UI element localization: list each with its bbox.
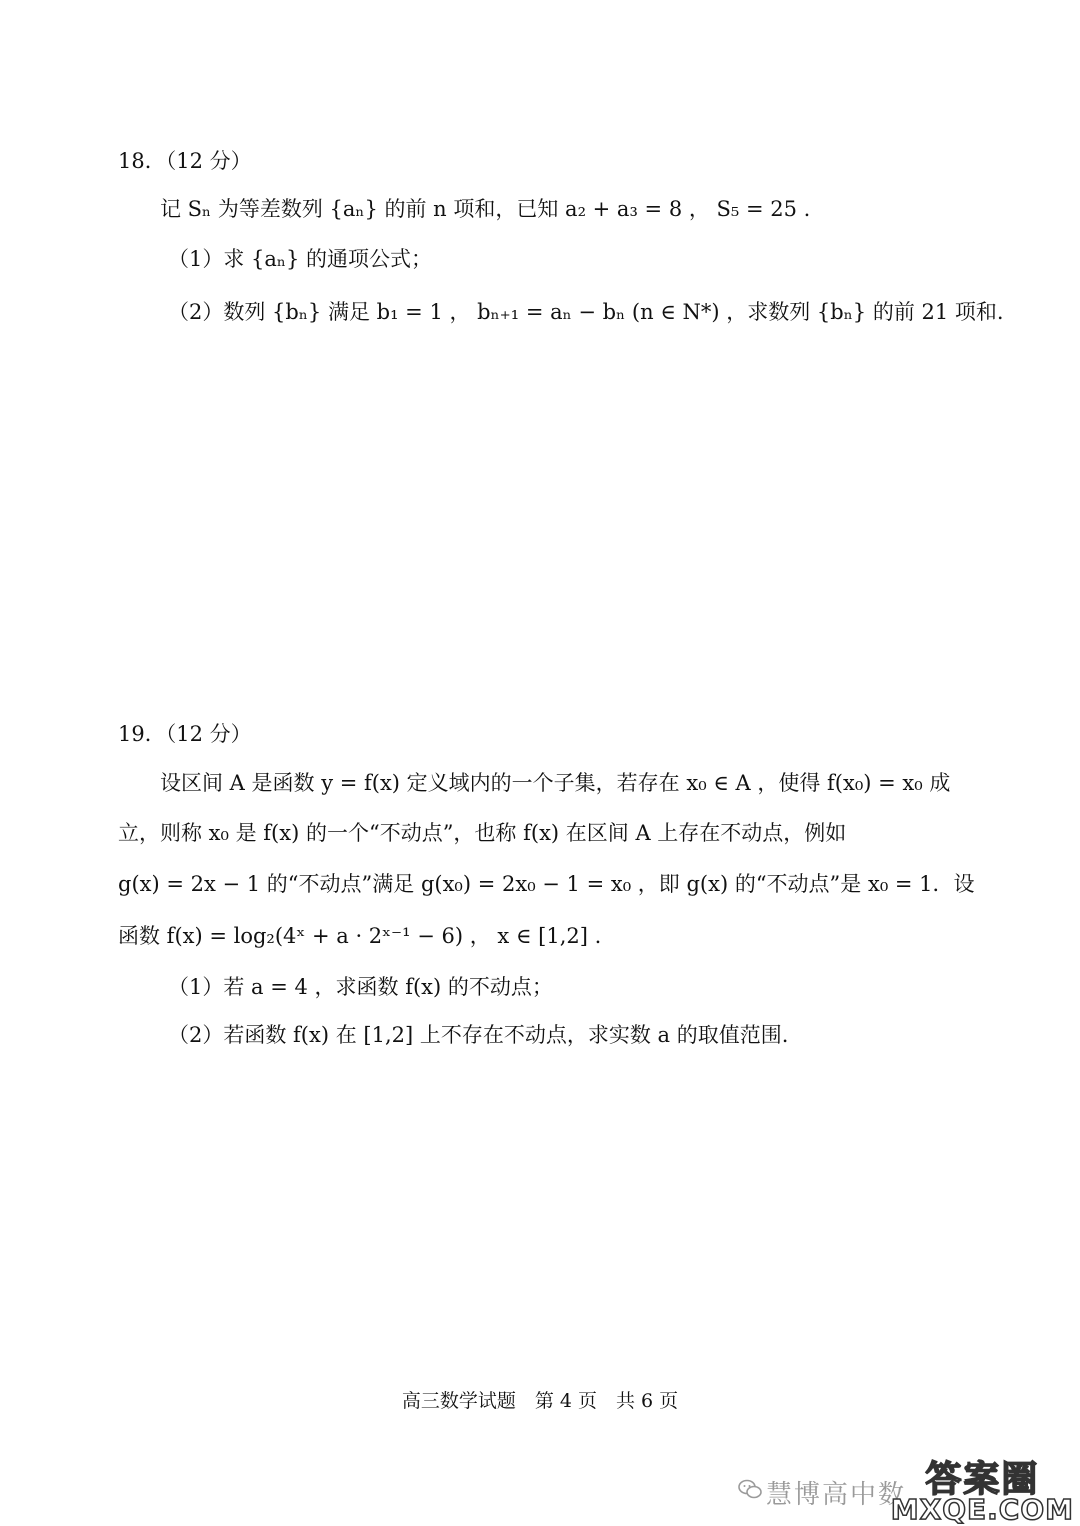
question-18-part-1: （1）求 {aₙ} 的通项公式；: [168, 247, 433, 271]
question-19-line-4: 函数 f(x) = log₂(4ˣ + a · 2ˣ⁻¹ − 6) ， x ∈ [1,2] .: [118, 924, 602, 948]
question-19-line-1: 设区间 A 是函数 y = f(x) 定义域内的一个子集，若存在 x₀ ∈ A ，使得 f(x₀) = x₀ 成: [160, 771, 951, 795]
watermark-logo-bottom: MXQE.COM: [890, 1493, 1074, 1526]
question-19-part-1: （1）若 a = 4 ，求函数 f(x) 的不动点；: [168, 975, 553, 999]
question-19-part-2: （2）若函数 f(x) 在 [1,2] 上不存在不动点，求实数 a 的取值范围.: [168, 1023, 789, 1047]
wechat-icon: [738, 1478, 762, 1500]
watermark: [738, 1459, 1080, 1526]
watermark-account-name: 慧博高中数: [766, 1480, 907, 1510]
watermark-logo: [890, 1459, 1074, 1526]
watermark-logo-top: 答案圈: [925, 1459, 1040, 1500]
question-19-header: 19．（12 分）: [118, 722, 252, 746]
question-19-line-3: g(x) = 2x − 1 的“不动点”满足 g(x₀) = 2x₀ − 1 = x₀ ，即 g(x) 的“不动点”是 x₀ = 1．设: [118, 872, 975, 896]
page-footer: 高三数学试题 第 4 页 共 6 页: [401, 1390, 679, 1412]
question-18-stem: 记 Sₙ 为等差数列 {aₙ} 的前 n 项和，已知 a₂ + a₃ = 8 ， S₅ = 25 .: [160, 197, 811, 221]
question-18-part-2: （2）数列 {bₙ} 满足 b₁ = 1 ， bₙ₊₁ = aₙ − bₙ (n ∈ N*) ，求数列 {bₙ} 的前 21 项和.: [168, 300, 1004, 324]
question-19-line-2: 立，则称 x₀ 是 f(x) 的一个“不动点”，也称 f(x) 在区间 A 上存在不动点，例如: [118, 821, 847, 845]
question-18-header: 18．（12 分）: [118, 149, 252, 173]
